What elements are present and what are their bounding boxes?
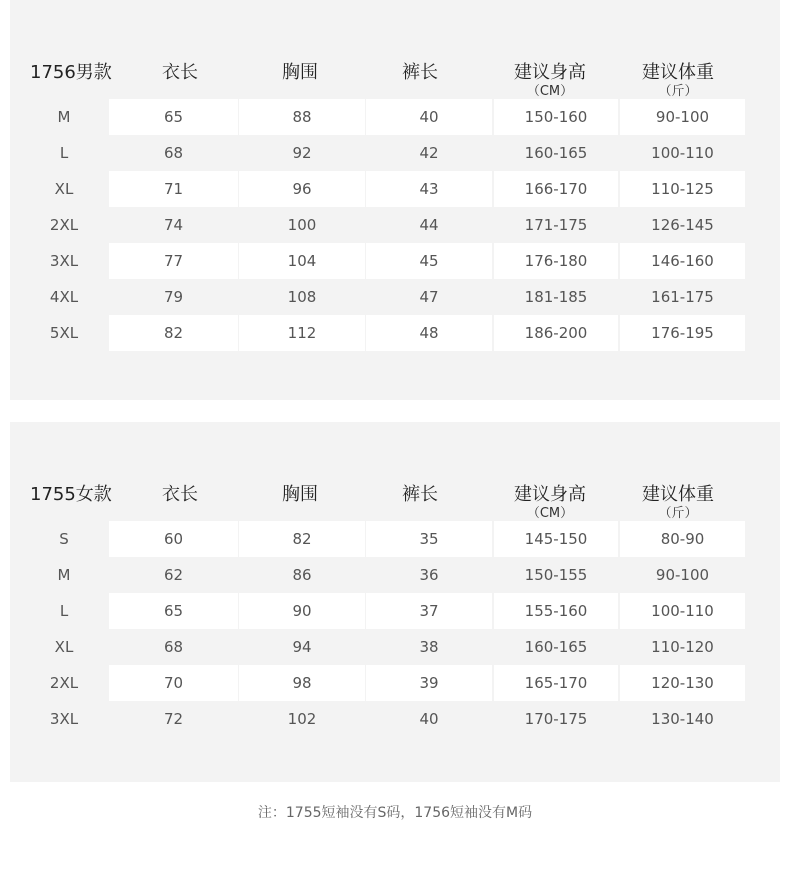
table-cell: 70	[109, 665, 238, 701]
table-cell: 161-175	[651, 288, 714, 306]
table-cell: 39	[366, 665, 492, 701]
table-cell: 43	[366, 171, 492, 207]
table-row	[10, 207, 780, 243]
table-cell: 92	[292, 144, 312, 162]
table-cell: 44	[419, 216, 439, 234]
table-cell: 100-110	[620, 593, 745, 629]
size-label: 3XL	[49, 710, 79, 728]
size-label: M	[57, 566, 71, 584]
size-note: 注：1755短袖没有S码，1756短袖没有M码	[257, 805, 533, 821]
table-cell: 40	[419, 710, 439, 728]
table-title: 1756男款	[30, 62, 112, 83]
table-cell: 82	[109, 315, 238, 351]
table-cell: 186-200	[494, 315, 618, 351]
table-cell: 104	[239, 243, 365, 279]
header-height-label: 建议身高	[514, 62, 586, 83]
table-row	[10, 521, 780, 557]
table-cell: 90	[239, 593, 365, 629]
table-row	[10, 99, 780, 135]
header-height	[500, 480, 600, 522]
header-weight-label: 建议体重	[642, 62, 714, 83]
table-cell: 110-125	[620, 171, 745, 207]
table-cell: 74	[163, 216, 184, 234]
table-cell: 98	[239, 665, 365, 701]
size-label: 5XL	[49, 324, 79, 342]
table-cell: 65	[109, 593, 238, 629]
table-cell: 60	[109, 521, 238, 557]
table-title: 1755女款	[30, 484, 112, 505]
header-weight-unit: （斤）	[658, 84, 698, 99]
table-cell: 170-175	[524, 710, 588, 728]
header-length: 衣长	[162, 484, 198, 505]
table-cell: 48	[366, 315, 492, 351]
size-label: M	[57, 108, 71, 126]
table-cell: 90-100	[620, 99, 745, 135]
size-label: L	[59, 144, 69, 162]
table-cell: 110-120	[651, 638, 714, 656]
header-height	[500, 58, 600, 100]
table-cell: 171-175	[524, 216, 588, 234]
table-row	[10, 135, 780, 171]
table-row	[10, 665, 780, 701]
table-cell: 72	[163, 710, 184, 728]
table-cell: 37	[366, 593, 492, 629]
table-body	[10, 521, 780, 737]
header-weight	[628, 58, 728, 100]
table-cell: 42	[419, 144, 439, 162]
table-cell: 45	[366, 243, 492, 279]
header-length: 衣长	[162, 62, 198, 83]
size-table-men	[10, 0, 780, 400]
header-height-unit: （CM）	[526, 506, 574, 521]
table-cell: 165-170	[494, 665, 618, 701]
size-table-women	[10, 422, 780, 782]
table-row	[10, 557, 780, 593]
header-pants: 裤长	[402, 62, 438, 83]
size-label: L	[59, 602, 69, 620]
table-cell: 100-110	[651, 144, 714, 162]
table-cell: 96	[239, 171, 365, 207]
table-cell: 68	[163, 144, 184, 162]
size-label: S	[59, 530, 69, 548]
table-cell: 130-140	[651, 710, 714, 728]
table-body	[10, 99, 780, 351]
table-row	[10, 315, 780, 351]
table-cell: 40	[366, 99, 492, 135]
header-chest: 胸围	[282, 62, 318, 83]
table-cell: 160-165	[524, 144, 588, 162]
table-cell: 150-155	[524, 566, 588, 584]
table-cell: 82	[239, 521, 365, 557]
table-cell: 68	[163, 638, 184, 656]
table-cell: 36	[419, 566, 439, 584]
header-chest: 胸围	[282, 484, 318, 505]
size-label: XL	[54, 638, 74, 656]
table-cell: 160-165	[524, 638, 588, 656]
table-cell: 38	[419, 638, 439, 656]
table-cell: 181-185	[524, 288, 588, 306]
table-cell: 77	[109, 243, 238, 279]
table-cell: 88	[239, 99, 365, 135]
header-weight	[628, 480, 728, 522]
table-cell: 145-150	[494, 521, 618, 557]
table-cell: 112	[239, 315, 365, 351]
header-pants: 裤长	[402, 484, 438, 505]
table-cell: 150-160	[494, 99, 618, 135]
table-row	[10, 171, 780, 207]
table-row	[10, 629, 780, 665]
table-row	[10, 593, 780, 629]
header-weight-unit: （斤）	[658, 506, 698, 521]
size-label: XL	[54, 180, 74, 198]
size-label: 3XL	[49, 252, 79, 270]
table-row	[10, 243, 780, 279]
table-cell: 79	[163, 288, 184, 306]
table-cell: 71	[109, 171, 238, 207]
table-cell: 80-90	[620, 521, 745, 557]
table-cell: 126-145	[651, 216, 714, 234]
table-cell: 62	[163, 566, 184, 584]
table-cell: 120-130	[620, 665, 745, 701]
table-cell: 108	[287, 288, 317, 306]
table-cell: 100	[287, 216, 317, 234]
table-cell: 146-160	[620, 243, 745, 279]
header-height-label: 建议身高	[514, 484, 586, 505]
table-cell: 35	[366, 521, 492, 557]
table-cell: 86	[292, 566, 312, 584]
table-cell: 102	[287, 710, 317, 728]
table-cell: 155-160	[494, 593, 618, 629]
table-cell: 176-195	[620, 315, 745, 351]
table-cell: 176-180	[494, 243, 618, 279]
size-label: 2XL	[49, 216, 79, 234]
table-cell: 94	[292, 638, 312, 656]
size-label: 4XL	[49, 288, 79, 306]
table-cell: 90-100	[655, 566, 710, 584]
table-row	[10, 701, 780, 737]
header-weight-label: 建议体重	[642, 484, 714, 505]
table-row	[10, 279, 780, 315]
table-cell: 47	[419, 288, 439, 306]
header-height-unit: （CM）	[526, 84, 574, 99]
table-cell: 65	[109, 99, 238, 135]
table-cell: 166-170	[494, 171, 618, 207]
size-label: 2XL	[49, 674, 79, 692]
